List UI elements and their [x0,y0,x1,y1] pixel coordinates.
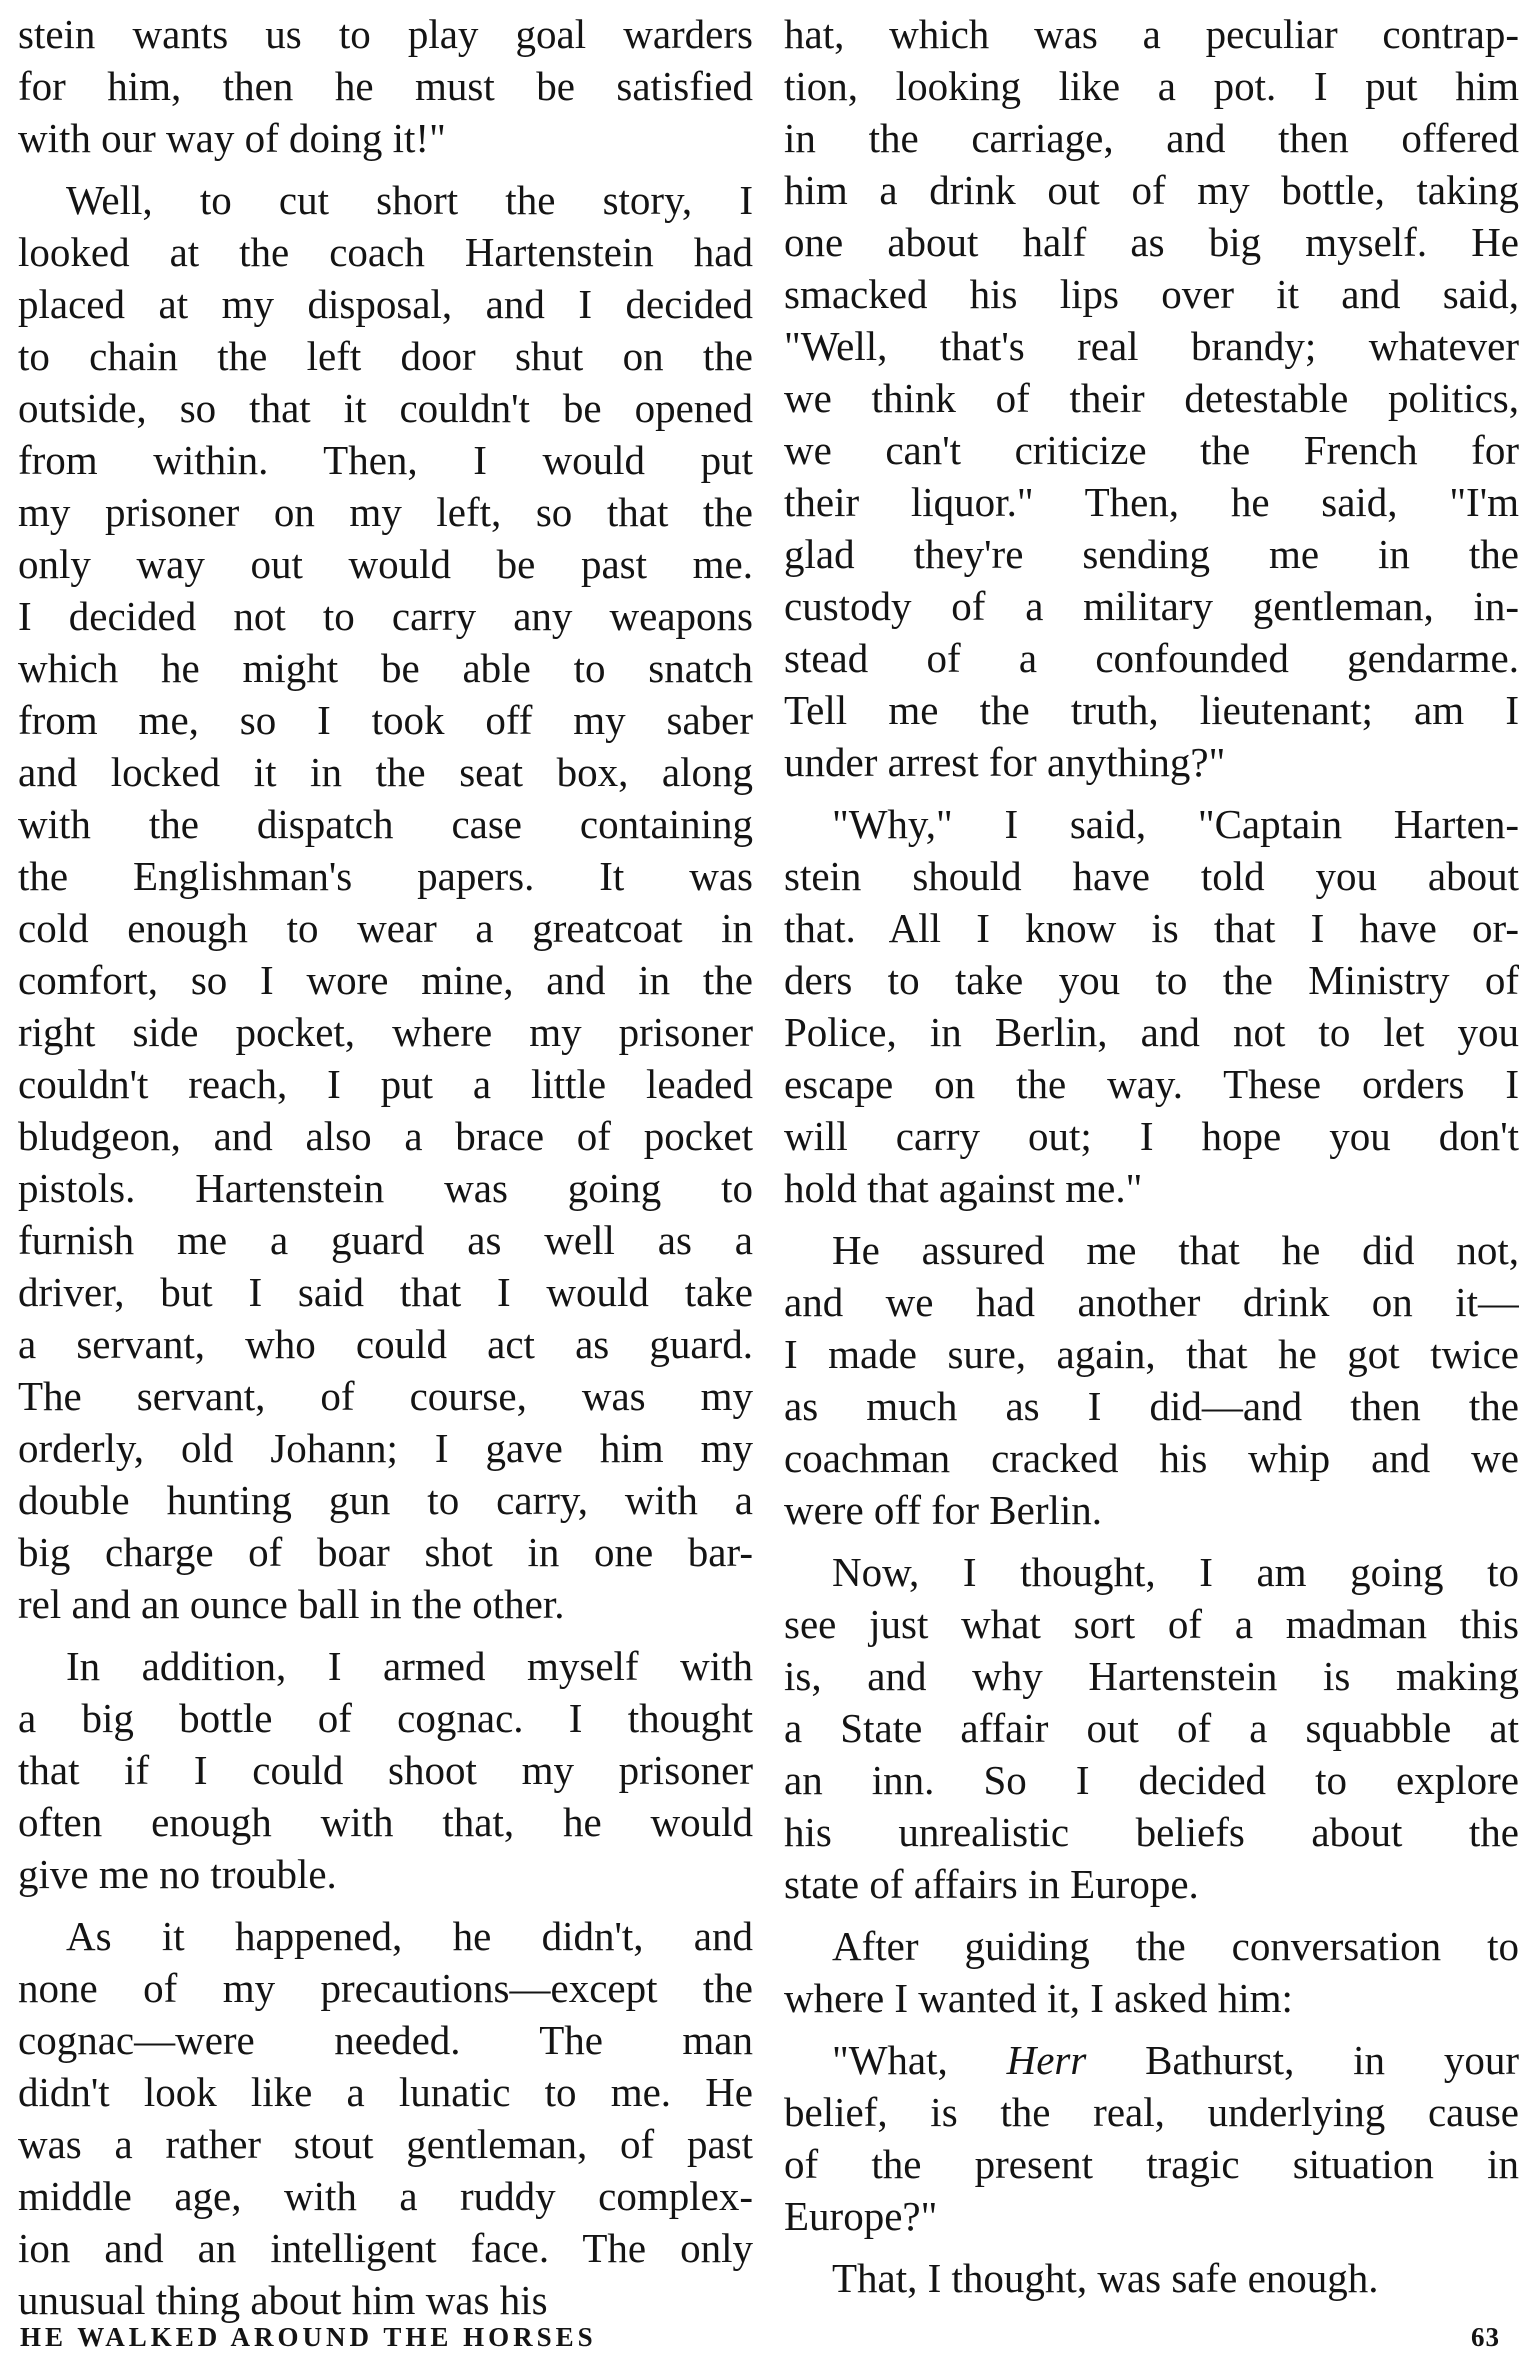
text-line: of the present tragic situation in [784,2141,1519,2187]
text-line: were off for Berlin. [784,1487,1103,1533]
page-footer [20,2322,1500,2362]
text-line: see just what sort of a madman this [784,1601,1519,1647]
text-line: we can't criticize the French for [784,427,1519,473]
text-line: him a drink out of my bottle, taking [784,167,1519,213]
text-line: one about half as big myself. He [784,219,1519,265]
paragraph [784,798,1519,1214]
text-line: often enough with that, he would [18,1799,753,1845]
paragraph [784,2034,1519,2242]
text-line: glad they're sending me in the [784,531,1519,577]
text-line: unusual thing about him was his [18,2277,548,2323]
text-line: a State affair out of a squabble at [784,1705,1519,1751]
text-line: right side pocket, where my prisoner [18,1009,753,1055]
paragraph [18,1910,753,2326]
text-line: rel and an ounce ball in the other. [18,1581,565,1627]
text-line: a big bottle of cognac. I thought [18,1695,753,1741]
paragraph [18,174,753,1630]
text-line: stein wants us to play goal warders [18,11,753,57]
text-line: custody of a military gentleman, in- [784,583,1519,629]
text-line: give me no trouble. [18,1851,337,1897]
text-line: which he might be able to snatch [18,645,753,691]
text-line: didn't look like a lunatic to me. He [18,2069,753,2115]
text-line: in the carriage, and then offered [784,115,1519,161]
text-line: a servant, who could act as guard. [18,1321,753,1367]
text-line: will carry out; I hope you don't [784,1113,1519,1159]
text-line: couldn't reach, I put a little leaded [18,1061,753,1107]
text-line: Now, I thought, I am going to [832,1549,1519,1595]
text-line: "Why," I said, "Captain Harten- [832,801,1519,847]
text-line: Tell me the truth, lieutenant; am I [784,687,1519,733]
paragraph [18,8,753,164]
text-line: hold that against me." [784,1165,1143,1211]
text-line: He assured me that he did not, [832,1227,1519,1273]
text-line: As it happened, he didn't, and [66,1913,753,1959]
text-line: In addition, I armed myself with [66,1643,753,1689]
text-line: comfort, so I wore mine, and in the [18,957,753,1003]
text-line: the Englishman's papers. It was [18,853,753,899]
right-text-column [784,8,1519,2314]
text-line: That, I thought, was safe enough. [832,2255,1379,2301]
text-line: as much as I did—and then the [784,1383,1519,1429]
text-line: is, and why Hartenstein is making [784,1653,1519,1699]
text-line: outside, so that it couldn't be opened [18,385,753,431]
paragraph [784,1920,1519,2024]
paragraph [18,1640,753,1900]
text-line: none of my precautions—except the [18,1965,753,2011]
text-line: ion and an intelligent face. The only [18,2225,753,2271]
text-line: smacked his lips over it and said, [784,271,1519,317]
text-line: Well, to cut short the story, I [66,177,753,223]
text-line: stein should have told you about [784,853,1519,899]
text-line: "What, Herr Bathurst, in your [832,2037,1519,2083]
text-line: cognac—were needed. The man [18,2017,753,2063]
text-line: The servant, of course, was my [18,1373,753,1419]
text-line: cold enough to wear a greatcoat in [18,905,753,951]
text-line: we think of their detestable politics, [784,375,1519,421]
paragraph [784,8,1519,788]
text-line: Europe?" [784,2193,938,2239]
text-line: "Well, that's real brandy; whatever [784,323,1519,369]
text-line: from me, so I took off my saber [18,697,753,743]
text-line: and locked it in the seat box, along [18,749,753,795]
text-line: furnish me a guard as well as a [18,1217,753,1263]
text-line: and we had another drink on it— [784,1279,1519,1325]
text-line: escape on the way. These orders I [784,1061,1519,1107]
text-line: middle age, with a ruddy complex- [18,2173,753,2219]
text-line: stead of a confounded gendarme. [784,635,1519,681]
text-line: looked at the coach Hartenstein had [18,229,753,275]
text-line: an inn. So I decided to explore [784,1757,1519,1803]
text-line: was a rather stout gentleman, of past [18,2121,753,2167]
text-line: only way out would be past me. [18,541,753,587]
text-line: to chain the left door shut on the [18,333,753,379]
paragraph [784,1224,1519,1536]
text-line: I made sure, again, that he got twice [784,1331,1519,1377]
running-title: HE WALKED AROUND THE HORSES [20,2322,597,2352]
text-line: tion, looking like a pot. I put him [784,63,1519,109]
text-line: placed at my disposal, and I decided [18,281,753,327]
text-line: I decided not to carry any weapons [18,593,753,639]
text-line: under arrest for anything?" [784,739,1226,785]
text-line: bludgeon, and also a brace of pocket [18,1113,753,1159]
text-line: hat, which was a peculiar contrap- [784,11,1519,57]
text-line: that if I could shoot my prisoner [18,1747,753,1793]
text-line: that. All I know is that I have or- [784,905,1519,951]
text-line: double hunting gun to carry, with a [18,1477,753,1523]
text-line: from within. Then, I would put [18,437,753,483]
text-line: his unrealistic beliefs about the [784,1809,1519,1855]
left-text-column [18,8,753,2336]
text-line: After guiding the conversation to [832,1923,1519,1969]
text-line: with the dispatch case containing [18,801,753,847]
text-line: where I wanted it, I asked him: [784,1975,1293,2021]
text-line: belief, is the real, underlying cause [784,2089,1519,2135]
text-line: Police, in Berlin, and not to let you [784,1009,1519,1055]
text-line: driver, but I said that I would take [18,1269,753,1315]
text-line: with our way of doing it!" [18,115,446,161]
text-line: ders to take you to the Ministry of [784,957,1519,1003]
text-line: state of affairs in Europe. [784,1861,1199,1907]
text-line: for him, then he must be satisfied [18,63,753,109]
text-line: my prisoner on my left, so that the [18,489,753,535]
text-line: big charge of boar shot in one bar- [18,1529,753,1575]
paragraph [784,2252,1519,2304]
text-line: their liquor." Then, he said, "I'm [784,479,1519,525]
text-line: orderly, old Johann; I gave him my [18,1425,753,1471]
text-line: pistols. Hartenstein was going to [18,1165,753,1211]
page-number: 63 [1471,2322,1500,2352]
paragraph [784,1546,1519,1910]
text-line: coachman cracked his whip and we [784,1435,1519,1481]
